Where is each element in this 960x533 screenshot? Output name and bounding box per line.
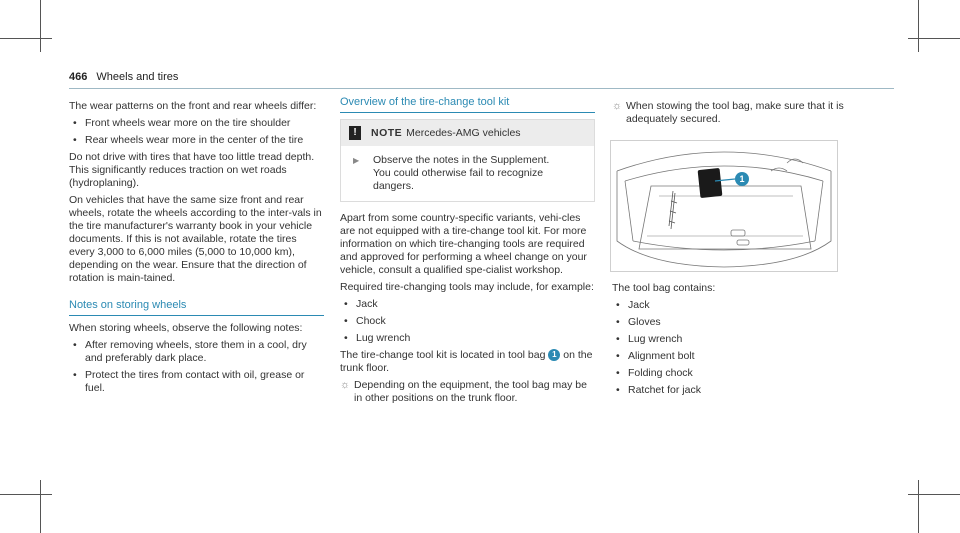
right-column <box>612 100 862 130</box>
crop-mark <box>40 0 41 52</box>
crop-mark <box>918 480 919 533</box>
crop-mark <box>918 0 919 52</box>
located-paragraph <box>340 349 595 375</box>
contains-intro: The tool bag contains: <box>612 282 716 294</box>
tools-list <box>340 298 595 345</box>
note-line: Observe the notes in the Supplement. <box>373 154 550 166</box>
trunk-illustration <box>610 140 838 272</box>
list-item: • Chock <box>356 315 595 328</box>
hint <box>612 100 862 126</box>
page-number: 466 <box>69 71 88 83</box>
list-item: • Protect the tires from contact with oil, grease or fuel. <box>85 369 324 395</box>
apart-paragraph: Apart from some country-specific variants, vehi-cles are not equipped with a tire-change tool kit. For more information on which tire-changing tools are required and approved for performing a wheel change on your vehicle, consult a qualified spe-cialist workshop. <box>340 212 587 276</box>
figure-callout: 1 <box>739 174 745 184</box>
warning-icon: ! <box>349 126 361 140</box>
list-item: • Jack <box>356 298 595 311</box>
note-title: Mercedes-AMG vehicles <box>406 126 521 139</box>
crop-mark <box>908 38 960 39</box>
lightbulb-icon: ☼ <box>340 379 351 391</box>
tread-paragraph: Do not drive with tires that have too little tread depth. This significantly reduces traction on wet roads (hydroplaning). <box>69 151 315 189</box>
note-label: NOTE <box>371 126 403 139</box>
lightbulb-icon: ☼ <box>612 100 623 112</box>
header-divider <box>69 88 894 89</box>
bag-contents-list <box>612 299 862 397</box>
hint-text: When stowing the tool bag, make sure that it is adequately secured. <box>626 100 844 125</box>
list-item: • Front wheels wear more on the tire shoulder <box>85 117 324 130</box>
located-text: The tire-change tool kit is located in tool bag <box>340 349 546 361</box>
tool-bag <box>698 168 723 198</box>
note-line: You could otherwise fail to recognize dangers. <box>373 167 544 192</box>
note-box <box>340 119 595 202</box>
play-arrow-icon: ▶ <box>353 156 360 165</box>
toolkit-heading: Overview of the tire-change tool kit <box>340 96 595 113</box>
crop-mark <box>0 494 52 495</box>
left-column <box>69 100 324 399</box>
list-item: • Ratchet for jack <box>628 384 862 397</box>
hint <box>340 379 595 405</box>
list-item: • Jack <box>628 299 862 312</box>
crop-mark <box>0 38 52 39</box>
wear-intro: The wear patterns on the front and rear wheels differ: <box>69 100 317 112</box>
callout-badge: 1 <box>548 349 560 361</box>
trunk-drawing <box>611 141 837 271</box>
storing-intro: When storing wheels, observe the following notes: <box>69 322 303 334</box>
crop-mark <box>908 494 960 495</box>
required-paragraph: Required tire-changing tools may include, for example: <box>340 281 594 293</box>
list-item: • After removing wheels, store them in a cool, dry and preferably dark place. <box>85 339 324 365</box>
located-text: on the trunk floor. <box>340 349 593 374</box>
storing-heading: Notes on storing wheels <box>69 299 324 316</box>
middle-column <box>340 96 595 409</box>
wear-list <box>69 117 324 147</box>
list-item: • Rear wheels wear more in the center of the tire <box>85 134 324 147</box>
section-title: Wheels and tires <box>96 71 179 83</box>
right-column-lower <box>612 282 862 401</box>
rotate-paragraph: On vehicles that have the same size front and rear wheels, rotate the wheels according to the inter-vals in the tire manufacturer's warranty book in your vehicle documents. If this is not available, rotate the tires every 3,000 to 6,000 miles (5,000 to 10,000 km), depending on the wear. Ensure that the direction of rotation is main-tained. <box>69 194 322 284</box>
note-header <box>341 120 594 146</box>
list-item: • Gloves <box>628 316 862 329</box>
list-item: • Lug wrench <box>628 333 862 346</box>
crop-mark <box>40 480 41 533</box>
note-body <box>341 146 594 201</box>
hint-text: Depending on the equipment, the tool bag may be in other positions on the trunk floor. <box>354 379 587 404</box>
storing-list <box>69 339 324 395</box>
page-header <box>69 71 178 83</box>
list-item: • Lug wrench <box>356 332 595 345</box>
list-item: • Folding chock <box>628 367 862 380</box>
list-item: • Alignment bolt <box>628 350 862 363</box>
